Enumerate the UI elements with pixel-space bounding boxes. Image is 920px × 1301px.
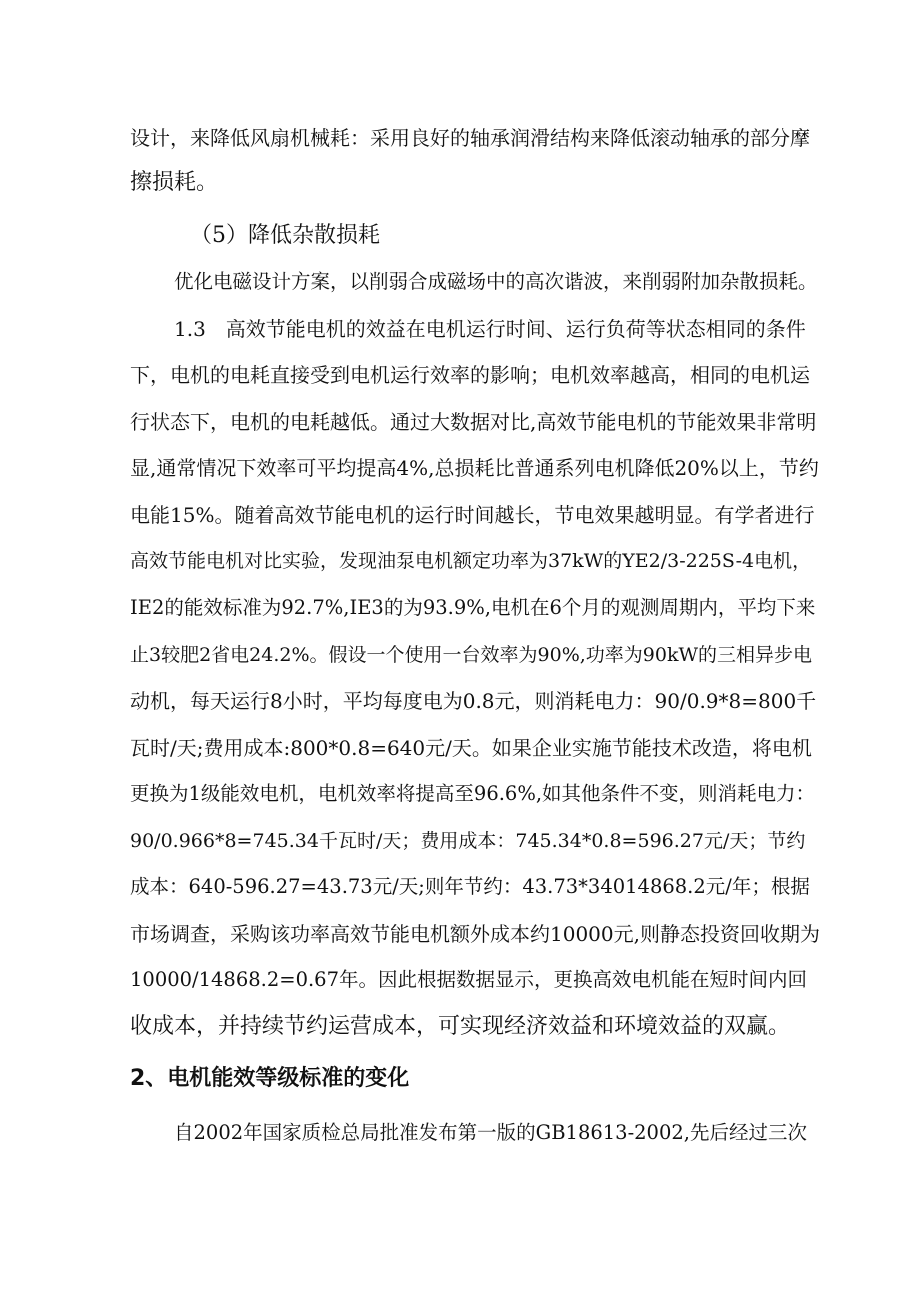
text-line-10: 高效节能电机对比实验，发现油泵电机额定功率为37kW的YE2/3-225S-4电机， xyxy=(130,550,812,572)
text-line-15: 更换为1级能效电机，电机效率将提高至96.6%,如其他条件不变，则消耗电力： xyxy=(130,782,816,805)
text-line-7: 行状态下，电机的电耗越低。通过大数据对比,高效节能电机的节能效果非常明 xyxy=(130,410,817,434)
section-subheading: （5）降低杂散损耗 xyxy=(190,223,380,248)
text-line-16: 90/0.966*8=745.34千瓦时/天；费用成本：745.34*0.8=596.27元/天；节约 xyxy=(130,830,806,852)
text-line-18: 市场调查，采购该功率高效节能电机额外成本约10000元,则静态投资回收期为 xyxy=(130,922,820,946)
text-line-19: 10000/14868.2=0.67年。因此根据数据显示，更换高效电机能在短时间内回 xyxy=(130,968,807,991)
text-line-11: IE2的能效标准为92.7%,IE3的为93.9%,电机在6个月的观测周期内，平均下来 xyxy=(130,596,816,619)
text-line-17: 成本：640-596.27=43.73元/天;则年节约：43.73*34014868.2元/年；根据 xyxy=(130,875,810,898)
text-line-14: 瓦时/天;费用成本:800*0.8=640元/天。如果企业实施节能技术改造，将电机 xyxy=(130,736,812,760)
text-line-13: 动机，每天运行8小时，平均每度电为0.8元，则消耗电力：90/0.9*8=800千 xyxy=(130,689,817,713)
text-line-22: 自2002年国家质检总局批准发布第一版的GB18613-2002,先后经过三次 xyxy=(174,1121,807,1144)
text-line-2: 擦损耗。 xyxy=(130,170,219,195)
section-heading: 2、电机能效等级标准的变化 xyxy=(130,1066,410,1091)
text-line-9: 电能15%。随着高效节能电机的运行时间越长，节电效果越明显。有学者进行 xyxy=(130,503,815,527)
text-line-20: 收成本，并持续节约运营成本，可实现经济效益和环境效益的双赢。 xyxy=(130,1014,791,1039)
text-line-4: 优化电磁设计方案，以削弱合成磁场中的高次谐波，来削弱附加杂散损耗。 xyxy=(174,270,818,293)
text-line-12: 止3较肥2省电24.2%。假设一个使用一台效率为90%,功率为90kW的三相异步电 xyxy=(130,644,813,666)
text-line-6: 下，电机的电耗直接受到电机运行效率的影响；电机效率越高，相同的电机运 xyxy=(130,363,810,387)
text-line-8: 显,通常情况下效率可平均提高4%,总损耗比普通系列电机降低20%以上，节约 xyxy=(130,456,819,480)
text-line-5: 1.3 高效节能电机的效益在电机运行时间、运行负荷等状态相同的条件 xyxy=(174,317,806,341)
text-line-1: 设计，来降低风扇机械耗：采用良好的轴承润滑结构来降低滚动轴承的部分摩 xyxy=(130,126,810,150)
